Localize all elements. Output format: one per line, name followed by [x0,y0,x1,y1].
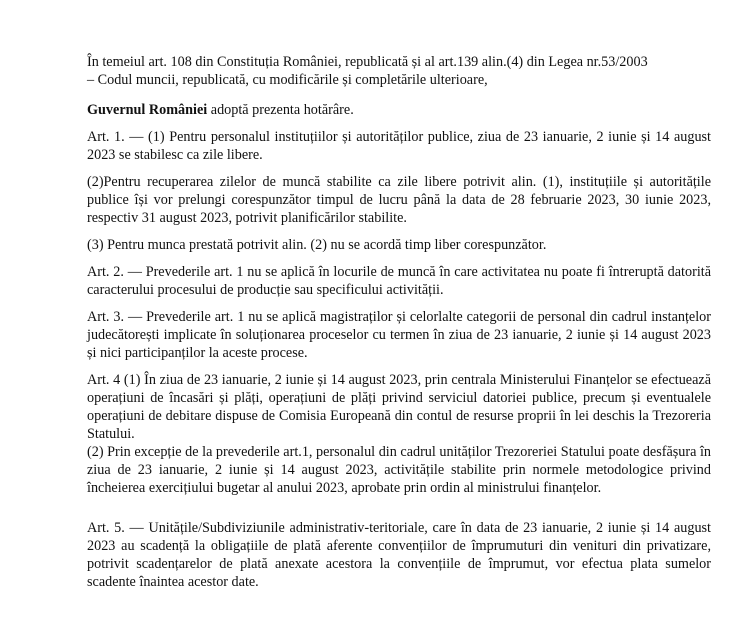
intro-paragraph [87,53,711,89]
article-3: Art. 3. — Prevederile art. 1 nu se aplică magistraților și celorlalte categorii de personal din cadrul instanțelor judecătorești implicate în soluționarea proceselor cu termen în ziua de 23 ianuarie, 2 iunie și 14 august 2023 și nici participanților la aceste procese. [87,309,711,361]
intro-line-2: – Codul muncii, republicată, cu modificările și completările ulterioare, [87,72,488,88]
article-1-paragraph-1: Art. 1. — (1) Pentru personalul instituțiilor și autorităților publice, ziua de 23 ianuarie, 2 iunie și 14 august 2023 se stabilesc ca zile libere. [87,129,711,163]
article-4-paragraph-2: (2) Prin excepție de la prevederile art.1, personalul din cadrul unităților Trezoreriei Statului poate desfășura în ziua de 23 ianuarie, 2 iunie și 14 august 2023, activitățile stabilite prin normele metodologice privind încheierea exercițiului bugetar al anului 2023, aprobate prin ordin al ministrului finanțelor. [87,444,711,496]
government-statement [87,101,711,119]
article-2: Art. 2. — Prevederile art. 1 nu se aplică în locurile de muncă în care activitatea nu poate fi întreruptă datorită caracterului procesului de producție sau specificului activității. [87,264,711,298]
article-1-paragraph-3: (3) Pentru munca prestată potrivit alin. (2) nu se acordă timp liber corespunzător. [87,237,547,253]
article-5: Art. 5. — Unitățile/Subdiviziunile administrativ-teritoriale, care în data de 23 ianuarie, 2 iunie și 14 august 2023 au scadență la obligațiile de plată aferente convențiilor de împrumuturi din venituri din privatizare, potrivit scadențarelor de plată anexate acestora la convențiile de împrumut, vor efectua plata sumelor scadente înaintea acestor date. [87,520,711,590]
article-4-paragraph-1: Art. 4 (1) În ziua de 23 ianuarie, 2 iunie și 14 august 2023, prin centrala Ministerului Finanțelor se efectuează operațiuni de încasări și plăți, operațiuni de plăți privind serviciul datoriei publice, precum și eventualele operațiuni de debitare dispuse de Comisia Europeană din contul de resurse proprii în lei deschis la Trezoreria Statului. [87,372,711,442]
document-page [87,53,711,591]
government-statement-rest: adoptă prezenta hotărâre. [207,102,354,118]
government-name: Guvernul României [87,102,208,118]
article-1-paragraph-2: (2)Pentru recuperarea zilelor de muncă stabilite ca zile libere potrivit alin. (1), instituțiile și autoritățile publice își vor prelungi corespunzător timpul de lucru până la data de 28 februarie 2023, 30 iunie 2023, respectiv 31 august 2023, potrivit planificărilor stabilite. [87,174,711,226]
intro-line-1: În temeiul art. 108 din Constituția României, republicată și al art.139 alin.(4) din Legea nr.53/2003 [87,54,648,70]
